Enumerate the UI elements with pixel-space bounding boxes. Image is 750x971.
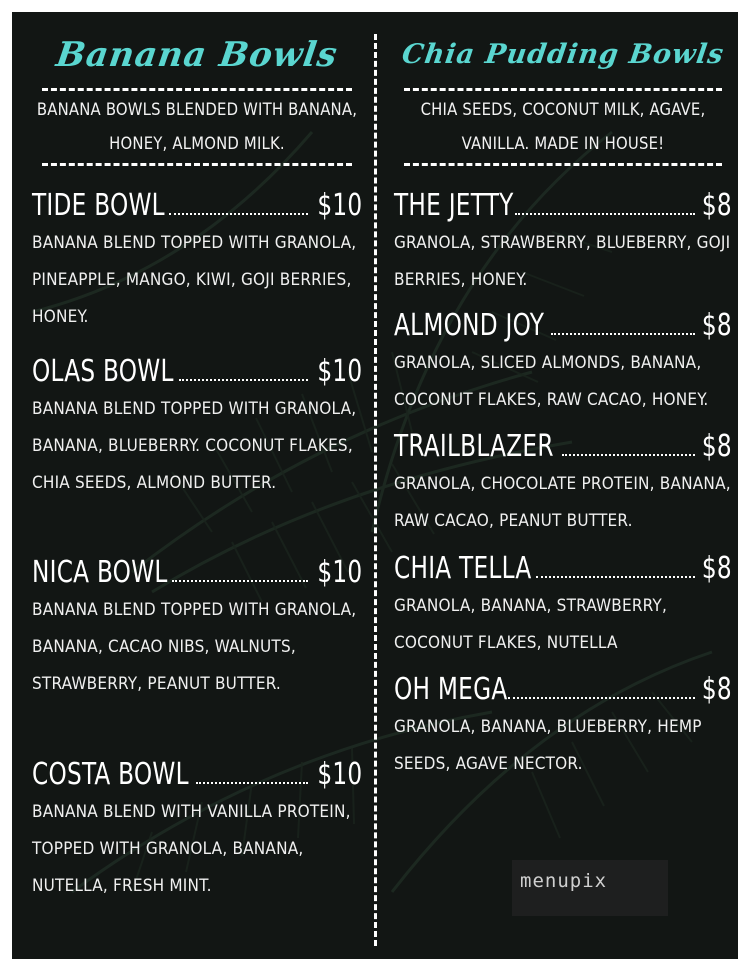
dot-leader — [179, 378, 308, 381]
dot-leader — [169, 212, 308, 215]
menu-item-chia-tella — [394, 549, 732, 662]
item-name: TIDE BOWL — [32, 188, 165, 223]
item-name: OLAS BOWL — [32, 354, 174, 389]
dot-leader — [172, 579, 308, 582]
banana-bowls-title: Banana Bowls — [53, 35, 341, 75]
menu-item-the-jetty — [394, 186, 732, 299]
item-description: GRANOLA, BANANA, STRAWBERRY, COCONUT FLAKES, NUTELLA — [394, 596, 668, 653]
item-name: THE JETTY — [394, 188, 514, 223]
dot-leader — [196, 781, 307, 784]
intro-underline — [404, 163, 722, 166]
title-underline — [404, 88, 722, 91]
item-price: $10 — [316, 188, 362, 223]
item-price: $10 — [316, 555, 362, 590]
item-price: $8 — [701, 672, 732, 707]
menu-item-trailblazer — [394, 427, 732, 540]
item-name: COSTA BOWL — [32, 757, 189, 792]
item-name: CHIA TELLA — [394, 551, 532, 586]
title-underline — [42, 88, 352, 91]
menu-item-nica-bowl — [32, 553, 362, 703]
intro-underline — [42, 163, 352, 166]
item-description: GRANOLA, STRAWBERRY, BLUEBERRY, GOJI BERRIES, HONEY. — [394, 233, 731, 290]
menu-item-costa-bowl — [32, 755, 362, 905]
menu-board — [12, 12, 738, 959]
menupix-watermark — [512, 860, 668, 916]
item-price: $8 — [701, 551, 732, 586]
menu-item-olas-bowl — [32, 352, 362, 502]
dot-leader — [562, 453, 695, 456]
item-description: BANANA BLEND TOPPED WITH GRANOLA, PINEAPPLE, MANGO, KIWI, GOJI BERRIES, HONEY. — [32, 233, 357, 327]
banana-bowls-column — [32, 12, 362, 896]
watermark-text: menupix — [520, 870, 608, 892]
chia-pudding-bowls-title: Chia Pudding Bowls — [400, 39, 727, 70]
menu-item-tide-bowl — [32, 186, 362, 336]
menu-item-oh-mega — [394, 670, 732, 783]
item-name: TRAILBLAZER — [394, 429, 554, 464]
column-divider — [374, 34, 377, 946]
item-price: $10 — [316, 757, 362, 792]
item-price: $10 — [316, 354, 362, 389]
item-description: BANANA BLEND TOPPED WITH GRANOLA, BANANA, BLUEBERRY. COCONUT FLAKES, CHIA SEEDS, ALMOND BUTTER. — [32, 399, 357, 493]
item-description: GRANOLA, BANANA, BLUEBERRY, HEMP SEEDS, AGAVE NECTOR. — [394, 717, 702, 774]
chia-pudding-bowls-intro: CHIA SEEDS, COCONUT MILK, AGAVE, VANILLA. MADE IN HOUSE! — [420, 100, 706, 153]
menu-item-almond-joy — [394, 306, 732, 419]
item-description: GRANOLA, SLICED ALMONDS, BANANA, COCONUT FLAKES, RAW CACAO, HONEY. — [394, 353, 709, 410]
item-price: $8 — [701, 429, 732, 464]
item-price: $8 — [701, 188, 732, 223]
item-name: OH MEGA — [394, 672, 508, 707]
dot-leader — [536, 575, 695, 578]
item-description: BANANA BLEND TOPPED WITH GRANOLA, BANANA, CACAO NIBS, WALNUTS, STRAWBERRY, PEANUT BUTTER. — [32, 600, 357, 694]
item-description: GRANOLA, CHOCOLATE PROTEIN, BANANA, RAW CACAO, PEANUT BUTTER. — [394, 474, 731, 531]
banana-bowls-intro: BANANA BOWLS BLENDED WITH BANANA, HONEY, ALMOND MILK. — [36, 100, 358, 153]
item-description: BANANA BLEND WITH VANILLA PROTEIN, TOPPED WITH GRANOLA, BANANA, NUTELLA, FRESH MINT. — [32, 802, 351, 896]
item-name: NICA BOWL — [32, 555, 168, 590]
item-price: $8 — [701, 308, 732, 343]
chia-pudding-bowls-column — [394, 12, 732, 774]
dot-leader — [515, 212, 695, 215]
item-name: ALMOND JOY — [394, 308, 545, 343]
dot-leader — [508, 696, 695, 699]
dot-leader — [551, 332, 695, 335]
